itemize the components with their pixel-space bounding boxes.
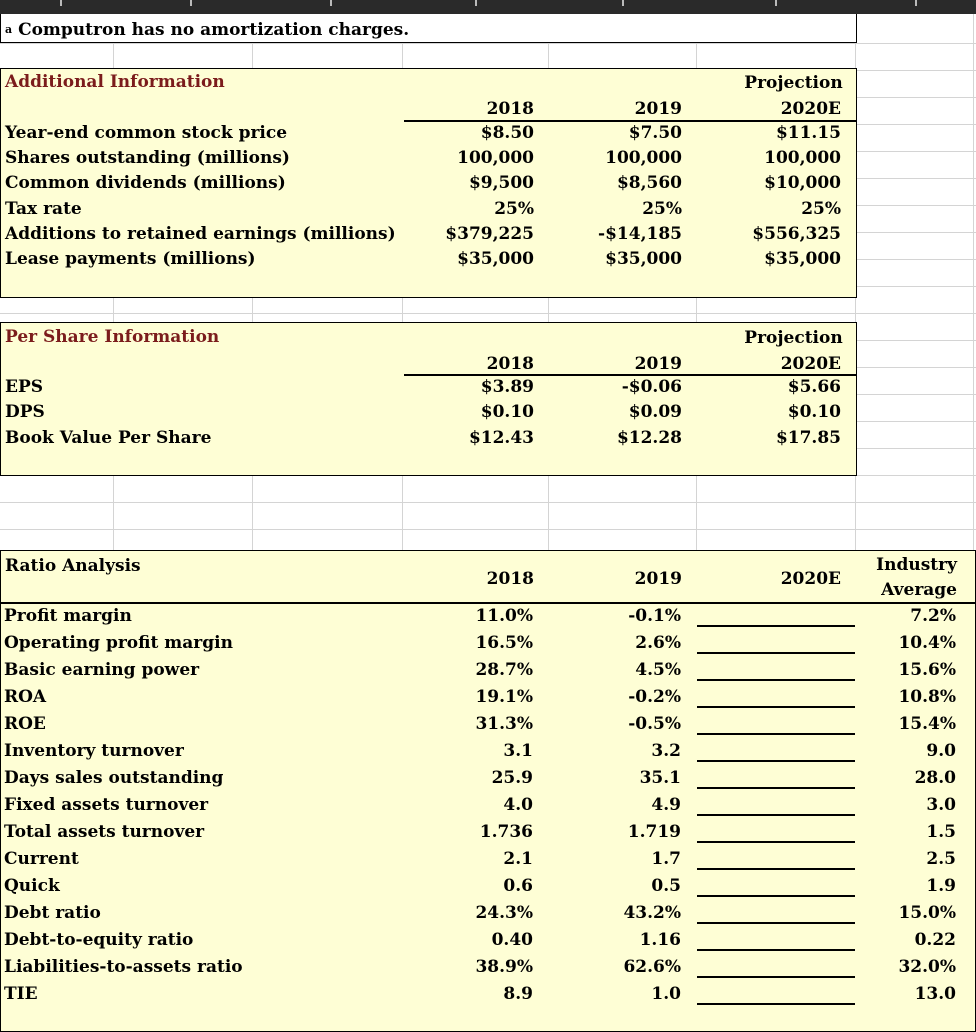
industry-average: 9.0 xyxy=(926,741,956,761)
ratio-label: Fixed assets turnover xyxy=(4,795,209,815)
ratio-label: Basic earning power xyxy=(4,660,200,680)
row-label: EPS xyxy=(5,377,44,397)
column-header-mark xyxy=(915,0,917,6)
row-label: Tax rate xyxy=(5,199,82,219)
value-2019: 1.0 xyxy=(651,984,681,1004)
value-2019: 2.6% xyxy=(635,633,681,653)
value-2020e: $11.15 xyxy=(775,123,841,143)
value-2018: 4.0 xyxy=(503,795,533,815)
value-2019: 62.6% xyxy=(623,957,681,977)
projection-label: Projection xyxy=(744,73,843,93)
value-2018: 1.736 xyxy=(479,822,533,842)
industry-average: 1.9 xyxy=(926,876,956,896)
value-2019: 0.5 xyxy=(651,876,681,896)
row-label: Additions to retained earnings (millions) xyxy=(5,224,396,244)
footnote-text: Computron has no amortization charges. xyxy=(18,20,410,40)
additional-information-panel xyxy=(0,68,857,298)
value-2020e: $10,000 xyxy=(764,173,841,193)
year-header-2019: 2019 xyxy=(634,354,682,374)
year-header-2020e: 2020E xyxy=(780,99,841,119)
projection-input-line[interactable] xyxy=(697,706,855,708)
industry-header-1: Industry xyxy=(876,555,957,575)
projection-input-line[interactable] xyxy=(697,1003,855,1005)
value-2019: $0.09 xyxy=(628,402,682,422)
value-2019: 4.9 xyxy=(651,795,681,815)
value-2019: 1.16 xyxy=(639,930,681,950)
row-label: Common dividends (millions) xyxy=(5,173,286,193)
projection-input-line[interactable] xyxy=(697,841,855,843)
column-header-mark xyxy=(330,0,332,6)
column-header-bar xyxy=(0,0,976,14)
value-2019: 3.2 xyxy=(651,741,681,761)
projection-input-line[interactable] xyxy=(697,949,855,951)
industry-average: 15.4% xyxy=(898,714,956,734)
value-2019: 1.719 xyxy=(627,822,681,842)
ratio-label: Days sales outstanding xyxy=(4,768,224,788)
industry-average: 13.0 xyxy=(914,984,956,1004)
ratio-label: ROA xyxy=(4,687,47,707)
footnote-cell[interactable] xyxy=(0,14,857,43)
projection-input-line[interactable] xyxy=(697,679,855,681)
value-2019: -0.5% xyxy=(628,714,681,734)
value-2019: 4.5% xyxy=(635,660,681,680)
industry-average: 2.5 xyxy=(926,849,956,869)
value-2020e: 25% xyxy=(801,199,841,219)
per-share-information-panel xyxy=(0,322,857,476)
value-2020e: 100,000 xyxy=(764,148,841,168)
value-2018: 8.9 xyxy=(503,984,533,1004)
industry-average: 0.22 xyxy=(914,930,956,950)
value-2018: 0.6 xyxy=(503,876,533,896)
value-2018: $3.89 xyxy=(480,377,534,397)
ratio-label: Debt ratio xyxy=(4,903,101,923)
header-underline xyxy=(1,602,975,604)
value-2018: 2.1 xyxy=(503,849,533,869)
value-2018: $0.10 xyxy=(480,402,534,422)
value-2019: -0.2% xyxy=(628,687,681,707)
year-header-2020e: 2020E xyxy=(780,354,841,374)
industry-average: 1.5 xyxy=(926,822,956,842)
column-header-mark xyxy=(475,0,477,6)
industry-header-2: Average xyxy=(881,580,957,600)
value-2018: $379,225 xyxy=(445,224,534,244)
value-2019: $12.28 xyxy=(616,428,682,448)
year-header-2019: 2019 xyxy=(634,99,682,119)
projection-input-line[interactable] xyxy=(697,625,855,627)
industry-average: 10.4% xyxy=(898,633,956,653)
column-header-mark xyxy=(622,0,624,6)
year-header-2019: 2019 xyxy=(634,569,682,589)
ratio-label: Liabilities-to-assets ratio xyxy=(4,957,243,977)
value-2018: $35,000 xyxy=(457,249,534,269)
ratio-label: Quick xyxy=(4,876,60,896)
value-2019: 1.7 xyxy=(651,849,681,869)
ratio-label: Inventory turnover xyxy=(4,741,184,761)
value-2019: $7.50 xyxy=(628,123,682,143)
projection-label: Projection xyxy=(744,328,843,348)
year-header-2018: 2018 xyxy=(486,99,534,119)
projection-input-line[interactable] xyxy=(697,976,855,978)
value-2018: $12.43 xyxy=(468,428,534,448)
year-header-2018: 2018 xyxy=(486,569,534,589)
projection-input-line[interactable] xyxy=(697,895,855,897)
value-2019: 35.1 xyxy=(639,768,681,788)
value-2019: -$14,185 xyxy=(598,224,682,244)
projection-input-line[interactable] xyxy=(697,760,855,762)
value-2019: -$0.06 xyxy=(621,377,682,397)
value-2018: $8.50 xyxy=(480,123,534,143)
projection-input-line[interactable] xyxy=(697,922,855,924)
value-2019: 43.2% xyxy=(623,903,681,923)
ratio-analysis-title: Ratio Analysis xyxy=(5,556,141,576)
projection-input-line[interactable] xyxy=(697,733,855,735)
row-label: Shares outstanding (millions) xyxy=(5,148,290,168)
value-2019: 25% xyxy=(642,199,682,219)
projection-input-line[interactable] xyxy=(697,814,855,816)
ratio-label: Debt-to-equity ratio xyxy=(4,930,194,950)
value-2018: 100,000 xyxy=(457,148,534,168)
value-2018: 25.9 xyxy=(491,768,533,788)
value-2019: $35,000 xyxy=(605,249,682,269)
row-label: Year-end common stock price xyxy=(5,123,288,143)
value-2018: 24.3% xyxy=(475,903,533,923)
year-header-2018: 2018 xyxy=(486,354,534,374)
ratio-label: TIE xyxy=(4,984,38,1004)
value-2020e: $0.10 xyxy=(787,402,841,422)
year-header-2020e: 2020E xyxy=(780,569,841,589)
value-2018: 3.1 xyxy=(503,741,533,761)
ratio-label: Current xyxy=(4,849,79,869)
industry-average: 10.8% xyxy=(898,687,956,707)
value-2018: $9,500 xyxy=(468,173,534,193)
row-label: Book Value Per Share xyxy=(5,428,212,448)
value-2020e: $5.66 xyxy=(787,377,841,397)
value-2020e: $556,325 xyxy=(752,224,841,244)
ratio-label: Profit margin xyxy=(4,606,132,626)
industry-average: 7.2% xyxy=(910,606,956,626)
ratio-label: Operating profit margin xyxy=(4,633,233,653)
value-2018: 19.1% xyxy=(475,687,533,707)
value-2018: 11.0% xyxy=(475,606,533,626)
row-label: Lease payments (millions) xyxy=(5,249,256,269)
row-label: DPS xyxy=(5,402,45,422)
value-2018: 28.7% xyxy=(475,660,533,680)
industry-average: 32.0% xyxy=(898,957,956,977)
value-2019: $8,560 xyxy=(616,173,682,193)
value-2018: 0.40 xyxy=(491,930,533,950)
projection-input-line[interactable] xyxy=(697,652,855,654)
value-2019: -0.1% xyxy=(628,606,681,626)
column-header-mark xyxy=(190,0,192,6)
industry-average: 15.6% xyxy=(898,660,956,680)
ratio-label: Total assets turnover xyxy=(4,822,205,842)
additional-information-title: Additional Information xyxy=(5,72,225,92)
value-2018: 38.9% xyxy=(475,957,533,977)
value-2020e: $17.85 xyxy=(775,428,841,448)
projection-input-line[interactable] xyxy=(697,787,855,789)
projection-input-line[interactable] xyxy=(697,868,855,870)
value-2020e: $35,000 xyxy=(764,249,841,269)
value-2018: 31.3% xyxy=(475,714,533,734)
ratio-label: ROE xyxy=(4,714,46,734)
industry-average: 28.0 xyxy=(914,768,956,788)
industry-average: 3.0 xyxy=(926,795,956,815)
value-2019: 100,000 xyxy=(605,148,682,168)
per-share-title: Per Share Information xyxy=(5,327,220,347)
value-2018: 25% xyxy=(494,199,534,219)
footnote-mark: a xyxy=(5,23,13,36)
industry-average: 15.0% xyxy=(898,903,956,923)
value-2018: 16.5% xyxy=(475,633,533,653)
column-header-mark xyxy=(775,0,777,6)
column-header-mark xyxy=(60,0,62,6)
